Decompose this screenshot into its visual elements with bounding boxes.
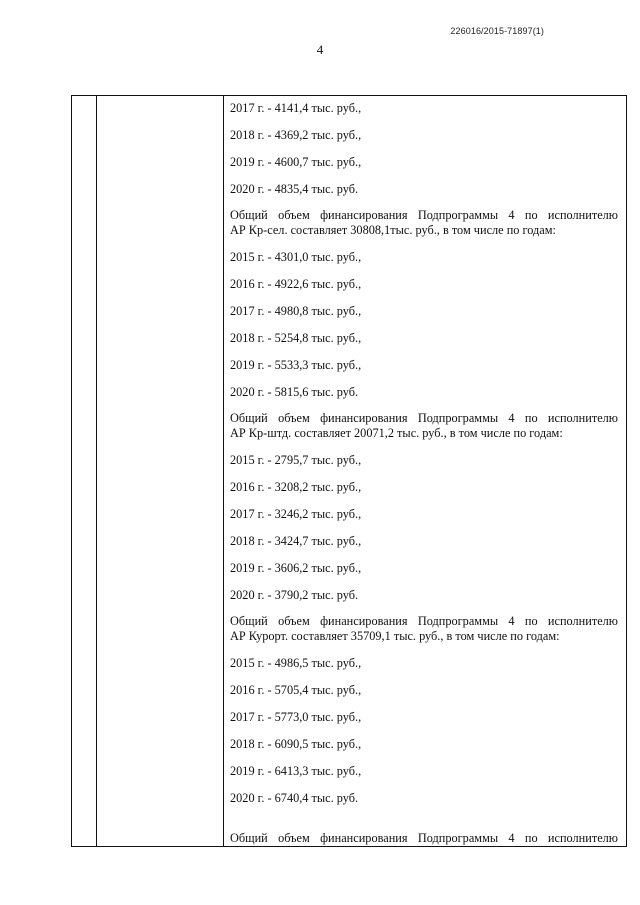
page-number: 4: [316, 42, 324, 57]
funding-paragraph-line1: Общий объем финансирования Подпрограммы 4 по исполнителю: [230, 831, 618, 845]
year-line: 2020 г. - 6740,4 тыс. руб.: [230, 791, 359, 805]
funding-table: [71, 95, 627, 847]
funding-paragraph-line1: Общий объем финансирования Подпрограммы 4 по исполнителю: [230, 614, 618, 628]
year-line: 2015 г. - 4301,0 тыс. руб.,: [230, 250, 362, 264]
year-line: 2019 г. - 6413,3 тыс. руб.,: [230, 764, 362, 778]
funding-details-cell: [230, 96, 618, 846]
table-column-divider: [223, 96, 224, 846]
funding-paragraph: [230, 614, 618, 644]
year-line: 2018 г. - 4369,2 тыс. руб.,: [230, 128, 362, 142]
funding-paragraph: [230, 411, 618, 441]
year-line: 2019 г. - 4600,7 тыс. руб.,: [230, 155, 362, 169]
year-line: 2017 г. - 5773,0 тыс. руб.,: [230, 710, 362, 724]
year-line: 2015 г. - 2795,7 тыс. руб.,: [230, 453, 362, 467]
year-line: 2019 г. - 5533,3 тыс. руб.,: [230, 358, 362, 372]
year-line: 2019 г. - 3606,2 тыс. руб.,: [230, 561, 362, 575]
funding-paragraph-line2: АР Кр-штд. составляет 20071,2 тыс. руб., в том числе по годам:: [230, 426, 563, 440]
document-id: 226016/2015-71897(1): [450, 26, 544, 36]
year-line: 2015 г. - 4986,5 тыс. руб.,: [230, 656, 362, 670]
year-line: 2017 г. - 3246,2 тыс. руб.,: [230, 507, 362, 521]
table-column-divider: [96, 96, 97, 846]
funding-paragraph: [230, 208, 618, 238]
year-line: 2017 г. - 4980,8 тыс. руб.,: [230, 304, 362, 318]
funding-paragraph-line1: Общий объем финансирования Подпрограммы 4 по исполнителю: [230, 411, 618, 425]
year-line: 2020 г. - 5815,6 тыс. руб.: [230, 385, 359, 399]
year-line: 2018 г. - 5254,8 тыс. руб.,: [230, 331, 362, 345]
year-line: 2017 г. - 4141,4 тыс. руб.,: [230, 101, 362, 115]
funding-paragraph-line2: АР Кр-сел. составляет 30808,1тыс. руб., в том числе по годам:: [230, 223, 556, 237]
year-line: 2018 г. - 3424,7 тыс. руб.,: [230, 534, 362, 548]
year-line: 2016 г. - 5705,4 тыс. руб.,: [230, 683, 362, 697]
year-line: 2018 г. - 6090,5 тыс. руб.,: [230, 737, 362, 751]
year-line: 2020 г. - 3790,2 тыс. руб.: [230, 588, 359, 602]
year-line: 2020 г. - 4835,4 тыс. руб.: [230, 182, 359, 196]
funding-paragraph: [230, 831, 618, 846]
funding-paragraph-line2: АР Курорт. составляет 35709,1 тыс. руб., в том числе по годам:: [230, 629, 560, 643]
funding-paragraph-line1: Общий объем финансирования Подпрограммы 4 по исполнителю: [230, 208, 618, 222]
year-line: 2016 г. - 3208,2 тыс. руб.,: [230, 480, 362, 494]
year-line: 2016 г. - 4922,6 тыс. руб.,: [230, 277, 362, 291]
